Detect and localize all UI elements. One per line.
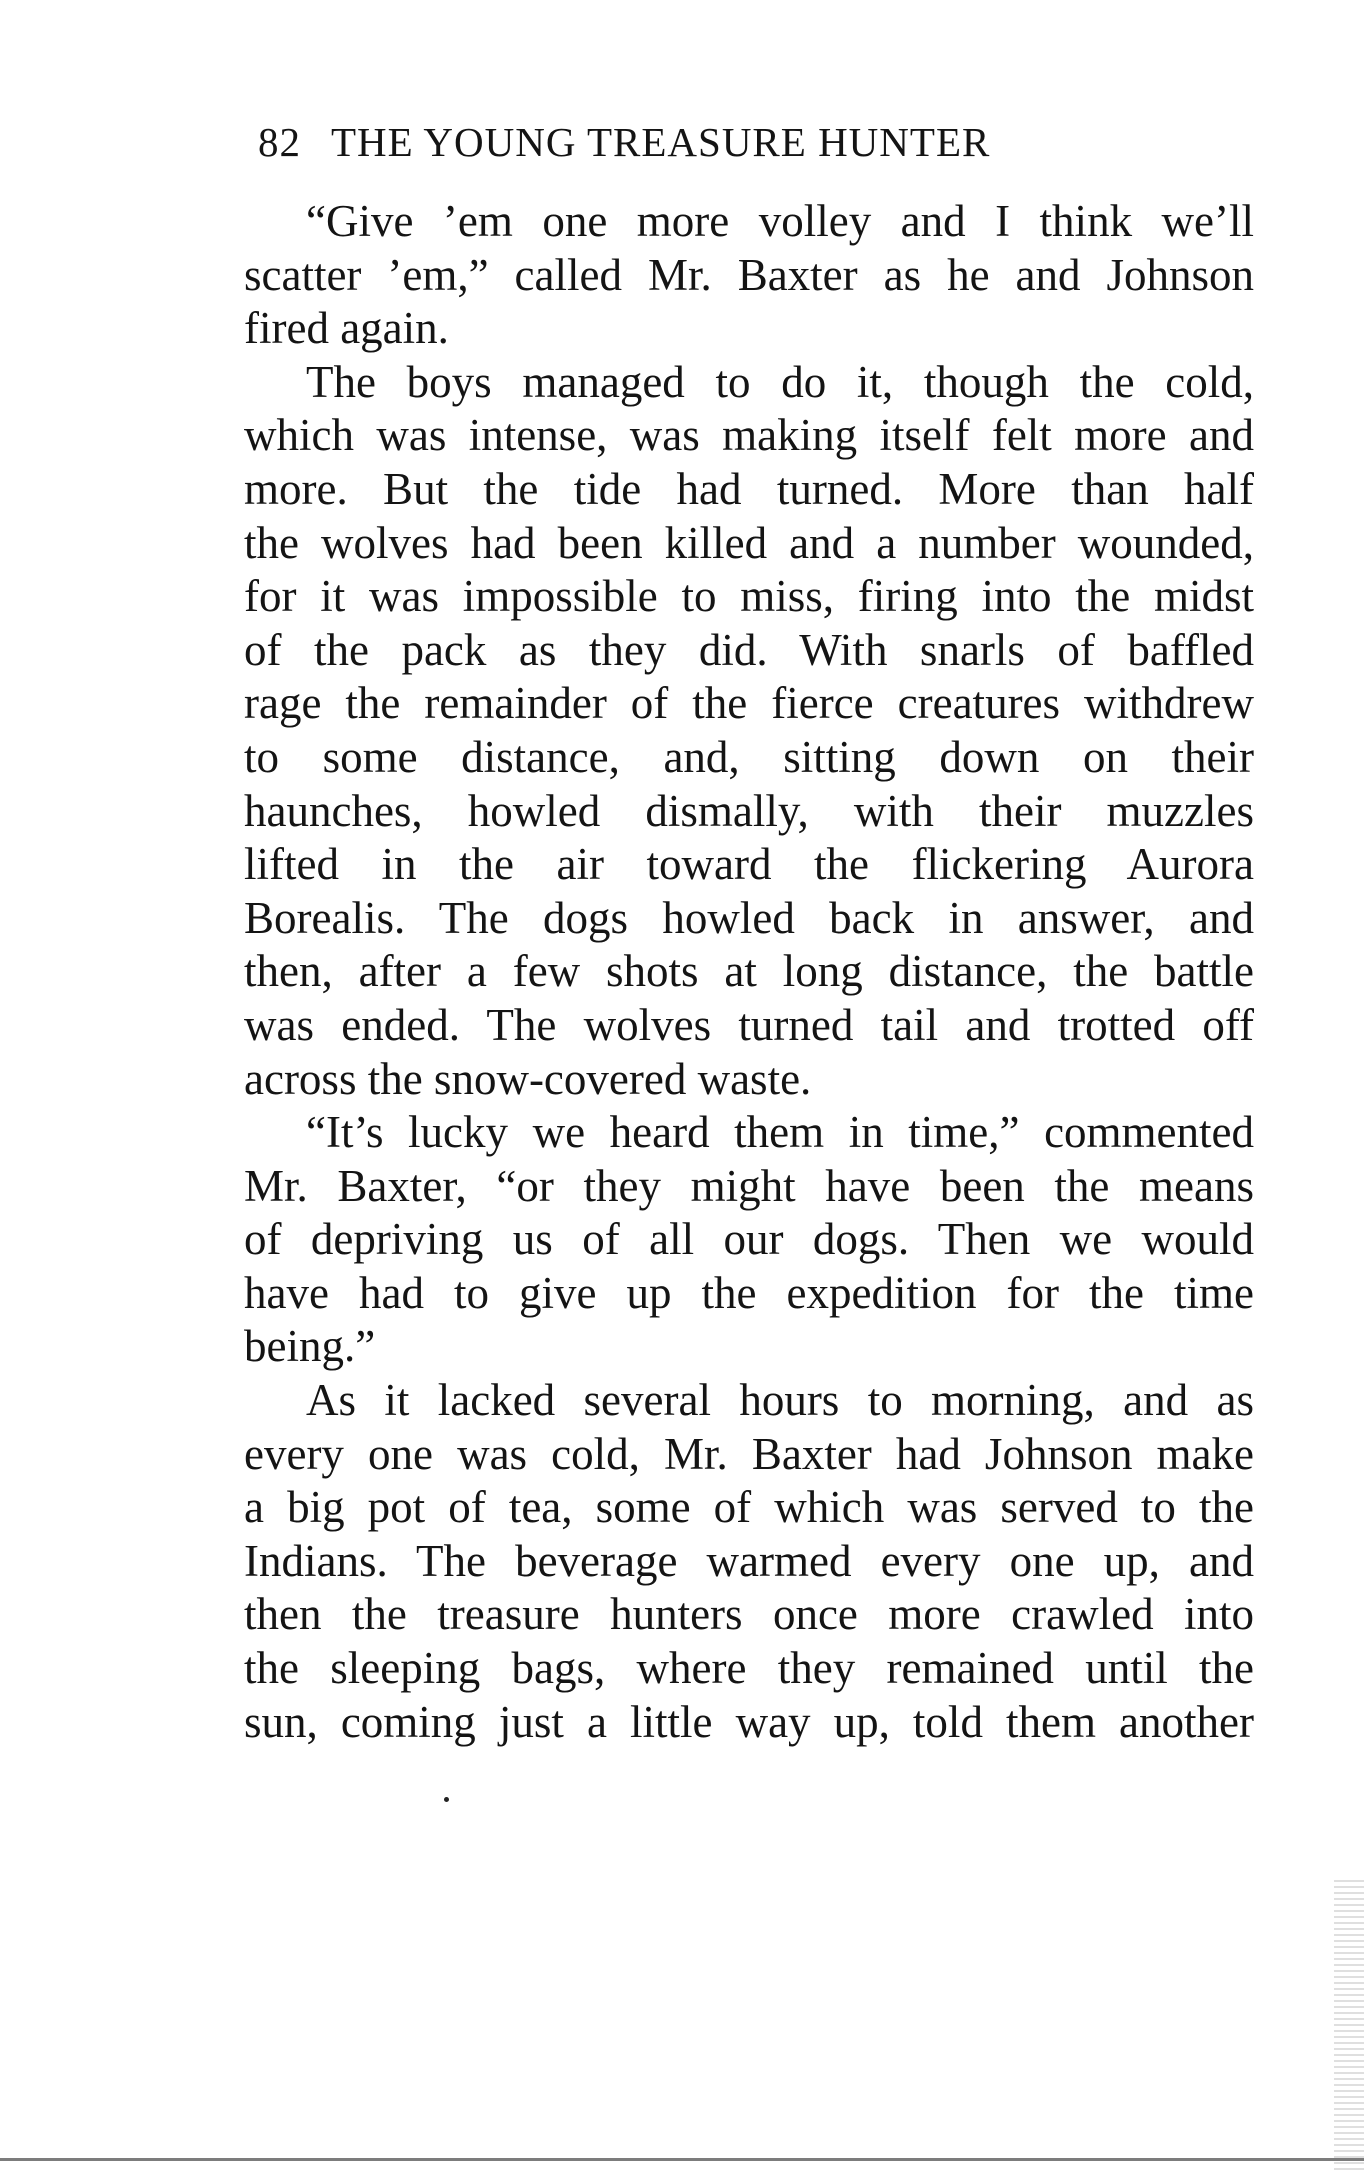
text-line: sun, coming just a little way up, told them another [244, 1696, 1254, 1747]
text-line: As it lacked several hours to morning, and as [306, 1375, 1254, 1426]
text-line: scatter ’em,” called Mr. Baxter as he and Johnson [244, 249, 1254, 300]
page-number: 82 [258, 119, 301, 165]
text-line: fired again. [244, 303, 449, 354]
scan-bottom-edge [0, 2158, 1364, 2161]
text-line: across the snow-covered waste. [244, 1053, 812, 1104]
text-line: Mr. Baxter, “or they might have been the means [244, 1160, 1254, 1211]
body-text [244, 195, 1254, 1749]
text-line: Borealis. The dogs howled back in answer, and [244, 892, 1254, 943]
text-line: “It’s lucky we heard them in time,” commented [306, 1107, 1254, 1158]
text-line: the wolves had been killed and a number wounded, [244, 517, 1254, 568]
ink-speck [444, 1797, 449, 1802]
text-line: “Give ’em one more volley and I think we’ll [306, 196, 1254, 246]
text-line: Indians. The beverage warmed every one up, and [244, 1535, 1254, 1586]
text-line: the sleeping bags, where they remained until the [244, 1643, 1254, 1694]
text-line: to some distance, and, sitting down on their [244, 731, 1254, 782]
text-line: which was intense, was making itself felt more and [244, 410, 1254, 461]
text-line: every one was cold, Mr. Baxter had Johnson make [244, 1428, 1254, 1479]
text-line: for it was impossible to miss, firing into the midst [244, 571, 1254, 622]
text-line: then the treasure hunters once more crawled into [244, 1589, 1254, 1640]
text-line: have had to give up the expedition for the time [244, 1267, 1254, 1318]
text-line: haunches, howled dismally, with their muzzles [244, 785, 1254, 836]
text-line: lifted in the air toward the flickering Aurora [244, 839, 1254, 890]
text-line: was ended. The wolves turned tail and trotted off [244, 999, 1254, 1050]
text-line: a big pot of tea, some of which was served to the [244, 1482, 1254, 1533]
text-line: more. But the tide had turned. More than half [244, 463, 1254, 514]
text-line: The boys managed to do it, though the cold, [306, 356, 1254, 407]
running-title: THE YOUNG TREASURE HUNTER [331, 119, 991, 165]
text-line: of the pack as they did. With snarls of baffled [244, 624, 1254, 675]
text-line: of depriving us of all our dogs. Then we would [244, 1214, 1254, 1265]
running-header [258, 118, 1158, 178]
text-line: then, after a few shots at long distance, the battle [244, 946, 1254, 997]
scan-edge-noise [1334, 1880, 1364, 2171]
text-line: being.” [244, 1321, 376, 1372]
text-line: rage the remainder of the fierce creatures withdrew [244, 678, 1254, 729]
